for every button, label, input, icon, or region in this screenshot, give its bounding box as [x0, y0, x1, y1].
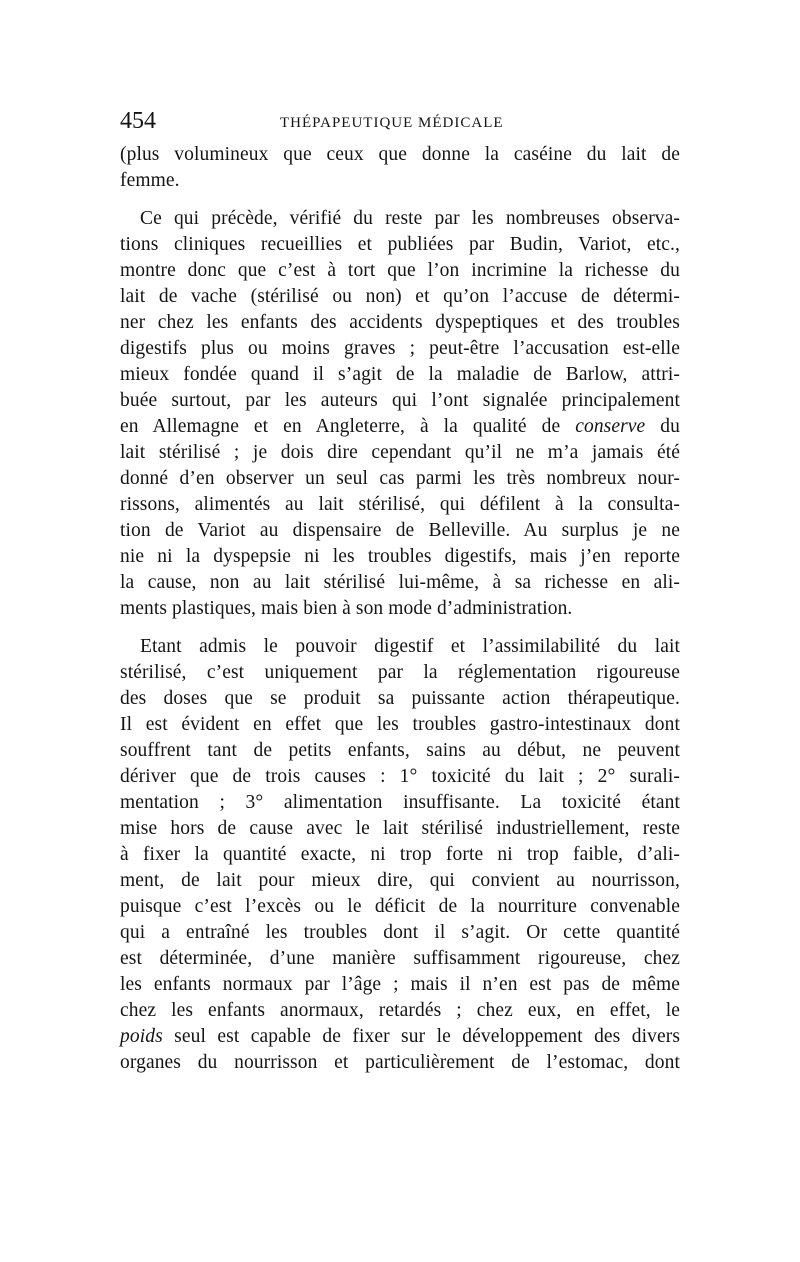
line-suffix: du [660, 416, 680, 437]
text-line: ner chez les enfants des accidents dyspeptiques et des troubles [120, 312, 680, 333]
text-line: à fixer la quantité exacte, ni trop forte ni trop faible, d’ali- [120, 844, 680, 865]
text-line: organes du nourrisson et particulièrement de l’estomac, dont [120, 1052, 680, 1073]
running-title: THÉPAPEUTIQUE MÉDICALE [280, 115, 504, 131]
text-line: mieux fondée quand il s’agit de la maladie de Barlow, attri- [120, 364, 680, 385]
text-line: ment, de lait pour mieux dire, qui convient au nourrisson, [120, 870, 680, 891]
text-line-with-italic [120, 1024, 680, 1050]
text-line: lait de vache (stérilisé ou non) et qu’on l’accuse de détermi- [120, 286, 680, 307]
text-line: donné d’en observer un seul cas parmi les très nombreux nour- [120, 468, 680, 489]
book-page [120, 106, 680, 1076]
text-line: rissons, alimentés au lait stérilisé, qui défilent à la consulta- [120, 494, 680, 515]
line-text: en Allemagne et en Angleterre, à la qualité de [120, 416, 561, 437]
text-line: dériver que de trois causes : 1° toxicité du lait ; 2° surali- [120, 766, 680, 787]
text-line: nie ni la dyspepsie ni les troubles digestifs, mais j’en reporte [120, 546, 680, 567]
text-line: (plus volumineux que ceux que donne la caséine du lait de [120, 144, 680, 165]
paragraph-3 [120, 634, 680, 1076]
text-line: puisque c’est l’excès ou le déficit de la nourriture convenable [120, 896, 680, 917]
page-number: 454 [120, 108, 156, 134]
text-line: mise hors de cause avec le lait stérilisé industriellement, reste [120, 818, 680, 839]
text-line: buée surtout, par les auteurs qui l’ont signalée principalement [120, 390, 680, 411]
text-line: souffrent tant de petits enfants, sains au début, ne peuvent [120, 740, 680, 761]
line-text: seul est capable de fixer sur le développement des divers [174, 1026, 681, 1047]
text-line: tion de Variot au dispensaire de Belleville. Au surplus je ne [120, 520, 680, 541]
text-line: Ce qui précède, vérifié du reste par les nombreuses observa- [140, 208, 680, 229]
text-line: stérilisé, c’est uniquement par la réglementation rigoureuse [120, 662, 680, 683]
paragraph-2 [120, 206, 680, 622]
text-line: Il est évident en effet que les troubles gastro-intestinaux dont [120, 714, 680, 735]
text-line: les enfants normaux par l’âge ; mais il n’en est pas de même [120, 974, 680, 995]
text-line: chez les enfants anormaux, retardés ; chez eux, en effet, le [120, 1000, 680, 1021]
paragraph-1 [120, 142, 680, 194]
text-line: lait stérilisé ; je dois dire cependant qu’il ne m’a jamais été [120, 442, 680, 463]
text-line: la cause, non au lait stérilisé lui-même, à sa richesse en ali- [120, 572, 680, 593]
text-line: Etant admis le pouvoir digestif et l’assimilabilité du lait [140, 636, 680, 657]
running-head [120, 106, 680, 142]
text-line: qui a entraîné les troubles dont il s’agit. Or cette quantité [120, 922, 680, 943]
text-line: femme. [120, 170, 180, 191]
text-line: ments plastiques, mais bien à son mode d’administration. [120, 598, 573, 619]
text-line: montre donc que c’est à tort que l’on incrimine la richesse du [120, 260, 680, 281]
italic-word: conserve [575, 416, 646, 437]
text-line: tions cliniques recueillies et publiées par Budin, Variot, etc., [120, 234, 680, 255]
text-line: mentation ; 3° alimentation insuffisante. La toxicité étant [120, 792, 680, 813]
text-line: des doses que se produit sa puissante action thérapeutique. [120, 688, 680, 709]
text-line: est déterminée, d’une manière suffisamment rigoureuse, chez [120, 948, 680, 969]
italic-word: poids [120, 1026, 163, 1047]
text-line: digestifs plus ou moins graves ; peut-être l’accusation est-elle [120, 338, 680, 359]
text-line-with-italic [120, 414, 680, 440]
